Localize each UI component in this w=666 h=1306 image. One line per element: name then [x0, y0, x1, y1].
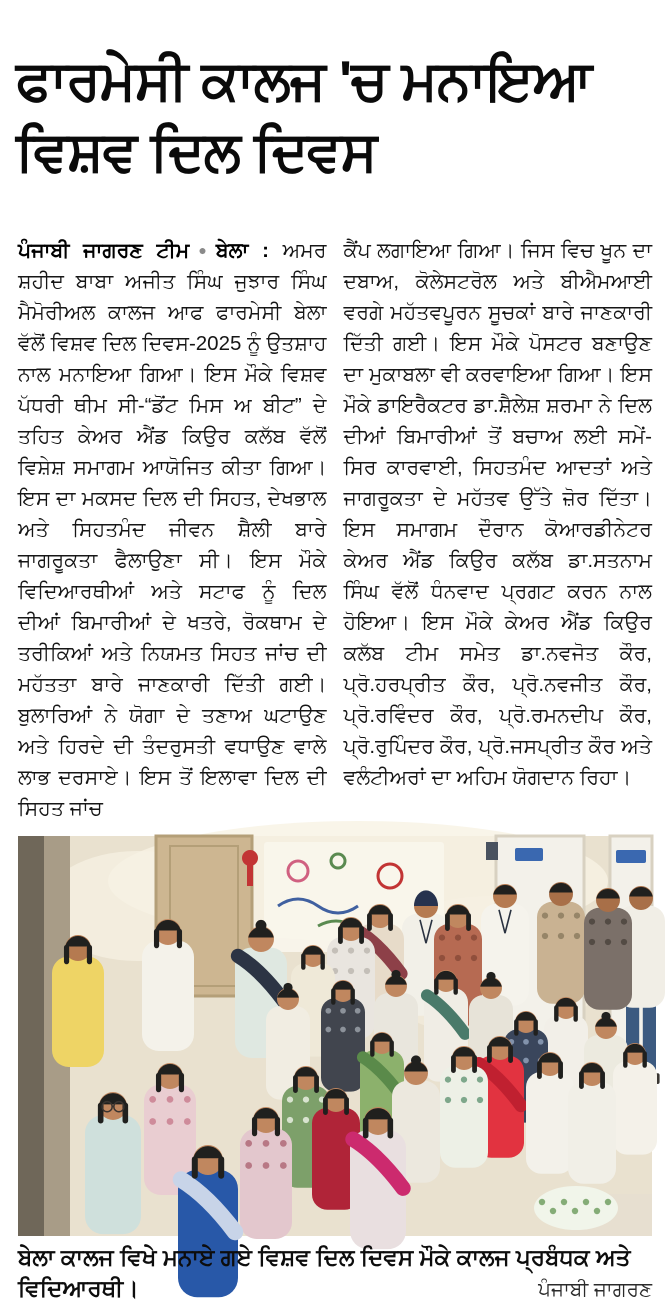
group-photo: [18, 836, 652, 1236]
caption-line2: ਵਿਦਿਆਰਥੀ।: [18, 1274, 139, 1301]
body-text-col2: ਕੈਂਪ ਲਗਾਇਆ ਗਿਆ। ਜਿਸ ਵਿਚ ਖੂਨ ਦਾ ਦਬਾਅ, ਕੋਲੇਸਟਰੋਲ ਅਤੇ ਬੀਐਮਆਈ ਵਰਗੇ ਮਹੱਤਵਪੂਰਨ ਸੂਚਕਾਂ ਬਾਰੇ ਜਾਣਕਾਰੀ ਦਿੱਤੀ ਗਈ। ਇਸ ਮੌਕੇ ਪੋਸਟਰ ਬਣਾਉਣ ਦਾ ਮੁਕਾਬਲਾ ਵੀ ਕਰਵਾਇਆ ਗਿਆ। ਇਸ ਮੌਕੇ ਡਾਇਰੈਕਟਰ ਡਾ.ਸ਼ੈਲੇਸ਼ ਸ਼ਰਮਾ ਨੇ ਦਿਲ ਦੀਆਂ ਬਿਮਾਰੀਆਂ ਤੋਂ ਬਚਾਅ ਲਈ ਸਮੇਂ-ਸਿਰ ਕਾਰਵਾਈ, ਸਿਹਤਮੰਦ ਆਦਤਾਂ ਅਤੇ ਜਾਗਰੂਕਤਾ ਦੇ ਮਹੱਤਵ ਉੱਤੇ ਜ਼ੋਰ ਦਿੱਤਾ। ਇਸ ਸਮਾਗਮ ਦੌਰਾਨ ਕੋਆਰਡੀਨੇਟਰ ਕੇਅਰ ਐਂਡ ਕਿਉਰ ਕਲੱਬ ਡਾ.ਸਤਨਾਮ ਸਿੰਘ ਵੱਲੋਂ ਧੰਨਵਾਦ ਪ੍ਰਗਟ ਕਰਨ ਨਾਲ ਹੋਇਆ। ਇਸ ਮੌਕੇ ਕੇਅਰ ਐਂਡ ਕਿਉਰ ਕਲੱਬ ਟੀਮ ਸਮੇਤ ਡਾ.ਨਵਜੋਤ ਕੌਰ, ਪ੍ਰੋ.ਹਰਪ੍ਰੀਤ ਕੌਰ, ਪ੍ਰੋ.ਨਵਜੀਤ ਕੌਰ, ਪ੍ਰੋ.ਰਵਿੰਦਰ ਕੌਰ, ਪ੍ਰੋ.ਰਮਨਦੀਪ ਕੌਰ, ਪ੍ਰੋ.ਰੁਪਿੰਦਰ ਕੌਰ, ਪ੍ਰੋ.ਜਸਪ੍ਰੀਤ ਕੌਰ ਅਤੇ ਵਲੰਟੀਅਰਾਂ ਦਾ ਅਹਿਮ ਯੋਗਦਾਨ ਰਿਹਾ।: [343, 238, 652, 789]
caption-line1: ਬੇਲਾ ਕਾਲਜ ਵਿਖੇ ਮਨਾਏ ਗਏ ਵਿਸ਼ਵ ਦਿਲ ਦਿਵਸ ਮੌਕੇ ਕਾਲਜ ਪ੍ਰਬੰਧਕ ਅਤੇ: [18, 1243, 631, 1270]
byline-bullet-icon: ●: [190, 241, 215, 258]
byline: [18, 239, 283, 262]
photo-caption: [0, 1236, 666, 1306]
newspaper-page: [0, 37, 666, 1301]
article-body: [0, 227, 666, 824]
group-photo-svg: [18, 836, 652, 1236]
byline-separator: :: [248, 238, 283, 262]
photo-credit: ਪੰਜਾਬੀ ਜਾਗਰਣ: [538, 1278, 652, 1301]
body-text-col1: ਅਮਰ ਸ਼ਹੀਦ ਬਾਬਾ ਅਜੀਤ ਸਿੰਘ ਜੁਝਾਰ ਸਿੰਘ ਮੈਮੋਰੀਅਲ ਕਾਲਜ ਆਫ ਫਾਰਮੇਸੀ ਬੇਲਾ ਵੱਲੋਂ ਵਿਸ਼ਵ ਦਿਲ ਦਿਵਸ-2025 ਨੂੰ ਉਤਸ਼ਾਹ ਨਾਲ ਮਨਾਇਆ ਗਿਆ। ਇਸ ਮੌਕੇ ਵਿਸ਼ਵ ਪੱਧਰੀ ਥੀਮ ਸੀ-“ਡੋਂਟ ਮਿਸ ਅ ਬੀਟ” ਦੇ ਤਹਿਤ ਕੇਅਰ ਐਂਡ ਕਿਉਰ ਕਲੱਬ ਵੱਲੋਂ ਵਿਸ਼ੇਸ਼ ਸਮਾਗਮ ਆਯੋਜਿਤ ਕੀਤਾ ਗਿਆ। ਇਸ ਦਾ ਮਕਸਦ ਦਿਲ ਦੀ ਸਿਹਤ, ਦੇਖਭਾਲ ਅਤੇ ਸਿਹਤਮੰਦ ਜੀਵਨ ਸ਼ੈਲੀ ਬਾਰੇ ਜਾਗਰੂਕਤਾ ਫੈਲਾਉਣਾ ਸੀ। ਇਸ ਮੌਕੇ ਵਿਦਿਆਰਥੀਆਂ ਅਤੇ ਸਟਾਫ ਨੂੰ ਦਿਲ ਦੀਆਂ ਬਿਮਾਰੀਆਂ ਦੇ ਖਤਰੇ, ਰੋਕਥਾਮ ਦੇ ਤਰੀਕਿਆਂ ਅਤੇ ਨਿਯਮਤ ਸਿਹਤ ਜਾਂਚ ਦੀ ਮਹੱਤਤਾ ਬਾਰੇ ਜਾਣਕਾਰੀ ਦਿੱਤੀ ਗਈ। ਬੁਲਾਰਿਆਂ ਨੇ ਯੋਗਾ ਦੇ ਤਣਾਅ ਘਟਾਉਣ ਅਤੇ ਹਿਰਦੇ ਦੀ ਤੰਦਰੁਸਤੀ ਵਧਾਉਣ ਵਾਲੇ ਲਾਭ ਦਰਸਾਏ। ਇਸ ਤੋਂ ਇਲਾਵਾ ਦਿਲ ਦੀ ਸਿਹਤ ਜਾਂਚ: [18, 238, 327, 820]
article-headline: ਫਾਰਮੇਸੀ ਕਾਲਜ 'ਚ ਮਨਾਇਆ ਵਿਸ਼ਵ ਦਿਲ ਦਿਵਸ: [16, 48, 592, 183]
body-column-left: [18, 235, 327, 824]
body-column-right: [344, 235, 653, 824]
byline-location: ਬੇਲਾ: [215, 238, 249, 262]
byline-team: ਪੰਜਾਬੀ ਜਾਗਰਣ ਟੀਮ: [18, 238, 190, 262]
